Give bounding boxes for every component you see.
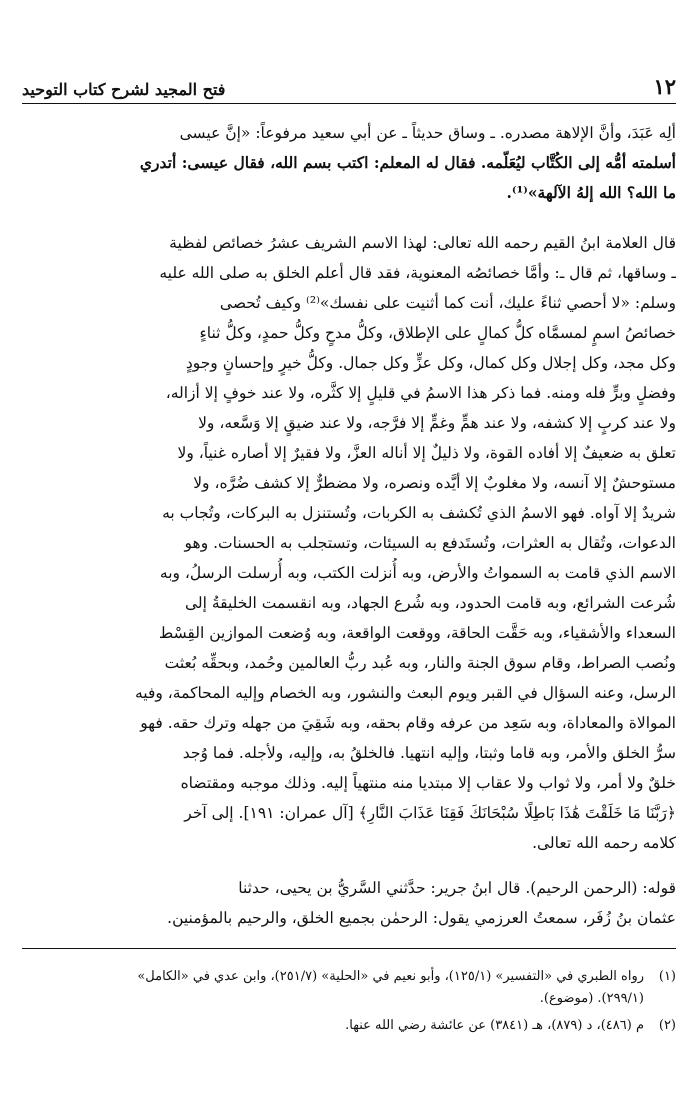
footnote-2 bbox=[22, 1015, 676, 1037]
text-line: قوله: (الرحمن الرحيم). قال ابنُ جرير: حدَّثني السَّريُّ بن يحيى، حدثنا bbox=[238, 879, 676, 897]
page-number: ١٢ bbox=[653, 74, 676, 99]
text-line: ولا عند كربٍ إلا كشفه، ولا عند همٍّ وغمٍّ إلا فرَّجه، ولا عند ضيقٍ إلا وَسَّعه، ولا bbox=[198, 414, 676, 432]
text-line: ألِه عَبَدَ، وأنَّ الإلاهة مصدره. ـ وساق حديثاً ـ عن أبي سعيد مرفوعاً: «إنَّ عيسى bbox=[179, 124, 676, 142]
footnote-divider bbox=[22, 948, 676, 949]
footnote-text: م (٤٨٦)، د (٨٧٩)، هـ (٣٨٤١) عن عائشة رضي الله عنها. bbox=[345, 1018, 644, 1033]
text-line: الموالاة والمعاداة، وبه سَعِد من عرفه وقام بحقه، وبه شَقِيَ من جهله وترك حقه. فهو bbox=[140, 714, 676, 732]
text-line: السعداء والأشقياء، وبه حَقَّت الحاقة، ووقعت الواقعة، وبه وُضعت الموازين القِسْط bbox=[158, 624, 676, 642]
footnote-1 bbox=[22, 966, 676, 1010]
text-line: الدعوات، وتُقال به العثرات، وتُستَدفع به السيئات، وتستجلب به الحسنات. وهو bbox=[184, 534, 676, 552]
text-line: شريدٌ إلا آواه. فهو الاسمُ الذي تُكشف به الكربات، وتُستنزل به البركات، وتُجاب به bbox=[162, 504, 676, 522]
text-line: أسلمته أمُّه إلى الكُتَّاب ليُعَلّمه. فقال له المعلم: اكتب بسم الله، فقال عيسى: أتدري bbox=[139, 153, 676, 172]
footnote-number: (٢) bbox=[658, 1018, 676, 1033]
running-title: فتح المجيد لشرح كتاب التوحيد bbox=[22, 80, 226, 99]
text-line: وسلم: «لا أحصي ثناءً عليك، أنت كما أثنيت على نفسك»⁽²⁾ وكيف تُحصى bbox=[219, 294, 676, 312]
text-line: خصائصُ اسمٍ لمسمَّاه كلُّ كمالٍ على الإطلاق، وكلُّ مدحٍ وكلُّ حمدٍ، وكلُّ ثناءٍ bbox=[199, 324, 676, 342]
paragraph-hadith bbox=[22, 118, 676, 208]
text-line: مستوحشٌ إلا آنسه، ولا مغلوبٌ إلا أيَّده ونصره، ولا مضطرٌّ إلا كشف ضُرَّه، ولا bbox=[193, 474, 676, 492]
text-line: وفضلٍ وبرٍّ فله ومنه. فما ذكر هذا الاسمُ في قليلٍ إلا كثَّره، ولا عند خوفٍ إلا أزاله، bbox=[165, 384, 676, 402]
footnote-number: (١) bbox=[658, 969, 676, 984]
text-line: ـ وساقها، ثم قال ـ: وأمَّا خصائصُه المعنوية، فقد قال أعلم الخلق به صلى الله عليه bbox=[159, 264, 676, 282]
text-line: وكل مجد، وكل إجلال وكل كمال، وكل عزٍّ وكل جمال. وكلُّ خيرٍ وإحسانٍ وجودٍ bbox=[185, 354, 676, 372]
text-line: شُرعت الشرائع، وبه قامت الحدود، وبه شُرع الجهاد، وبه انقسمت الخليقةُ إلى bbox=[184, 594, 676, 612]
text-line: الرسل، وعنه السؤال في القبر ويوم البعث والنشور، وبه الخصام وإليه المحاكمة، وفيه bbox=[135, 684, 676, 702]
text-line: قال العلامة ابنُ القيم رحمه الله تعالى: لهذا الاسم الشريف عشرُ خصائص لفظية bbox=[169, 234, 676, 252]
footnote-text: (٢٩٩/١). (موضوع). bbox=[539, 991, 644, 1006]
page-header bbox=[22, 68, 676, 104]
paragraph-ibn-jarir bbox=[22, 873, 676, 933]
text-line: خلقٌ ولا أمر، ولا ثواب ولا عقاب إلا مبتديا منه منتهياً إليه. وذلك موجبه ومقتضاه bbox=[180, 774, 676, 792]
paragraph-ibn-qayyim bbox=[22, 228, 676, 858]
text-line: سرُّ الخلق والأمر، وبه قاما وثبتا، وإليه انتهيا. فالخلقُ به، وإليه، ولأجله. فما وُجد bbox=[182, 744, 676, 762]
text-line: الاسم الذي قامت به السمواتُ والأرض، وبه أُنزلت الكتب، وبه أُرسلت الرسلُ، وبه bbox=[159, 564, 676, 582]
text-line: ونُصب الصراط، وقام سوق الجنة والنار، وبه عُبد ربُّ العالمين وحُمد، وبحقِّه بُعثت bbox=[164, 654, 676, 672]
footnote-text: رواه الطبري في «التفسير» (١٢٥/١)، وأبو نعيم في «الحلية» (٢٥١/٧)، وابن عدي في «الكامل» bbox=[137, 969, 644, 984]
text-line: تعلق به ضعيفٌ إلا أفاده القوة، ولا ذليلٌ إلا أناله العزَّ، ولا فقيرٌ إلا أصاره غنياً، ولا bbox=[177, 444, 676, 462]
text-line: ما الله؟ الله إلهُ الآلهة»⁽¹⁾. bbox=[506, 183, 676, 202]
text-line: كلامه رحمه الله تعالى. bbox=[532, 834, 676, 852]
quran-verse-line: ﴿رَبَّنَا مَا خَلَقْتَ هَٰذَا بَاطِلًا سُبْحَانَكَ فَقِنَا عَذَابَ النَّارِ﴾ [آل عمران: ١٩١]. إلى آخر bbox=[184, 804, 676, 822]
text-line: عثمان بنُ زُفَر، سمعتُ العرزمي يقول: الرحمٰن بجميع الخلق، والرحيم بالمؤمنين. bbox=[167, 909, 676, 927]
